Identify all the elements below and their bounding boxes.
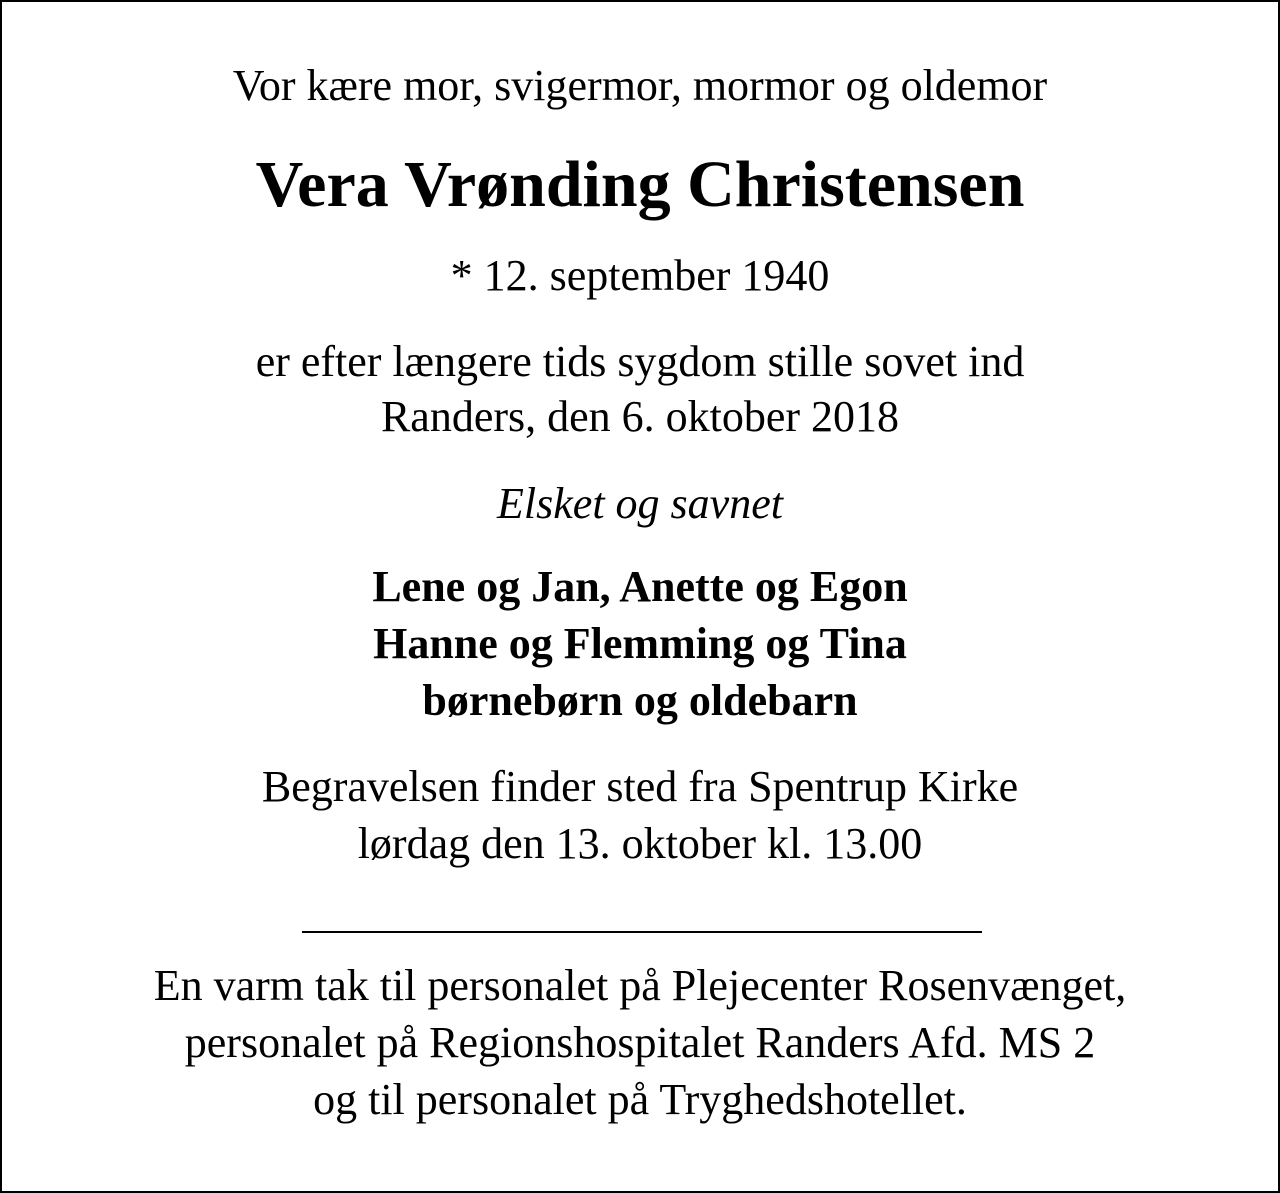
family-line-2: Hanne og Flemming og Tina (373, 619, 907, 668)
divider (302, 931, 982, 933)
funeral-line-2: lørdag den 13. oktober kl. 13.00 (357, 819, 923, 868)
thanks-line-2: personalet på Regionshospitalet Randers Afd. MS 2 (184, 1018, 1096, 1067)
passing-line-1: er efter længere tids sygdom stille sovet ind (255, 337, 1025, 386)
family-line-1: Lene og Jan, Anette og Egon (372, 562, 908, 611)
passing-line-2: Randers, den 6. oktober 2018 (380, 392, 900, 441)
intro-line: Vor kære mor, svigermor, mormor og oldemor (232, 61, 1048, 110)
birth-date: * 12. september 1940 (450, 251, 830, 300)
deceased-name: Vera Vrønding Christensen (255, 148, 1025, 221)
thanks-line-3: og til personalet på Tryghedshotellet. (313, 1075, 967, 1124)
thanks-line-1: En varm tak til personalet på Plejecenter Rosenvænget, (153, 961, 1127, 1010)
family-line-3: børnebørn og oldebarn (422, 676, 858, 725)
tagline: Elsket og savnet (497, 479, 783, 528)
funeral-line-1: Begravelsen finder sted fra Spentrup Kirke (261, 762, 1019, 811)
